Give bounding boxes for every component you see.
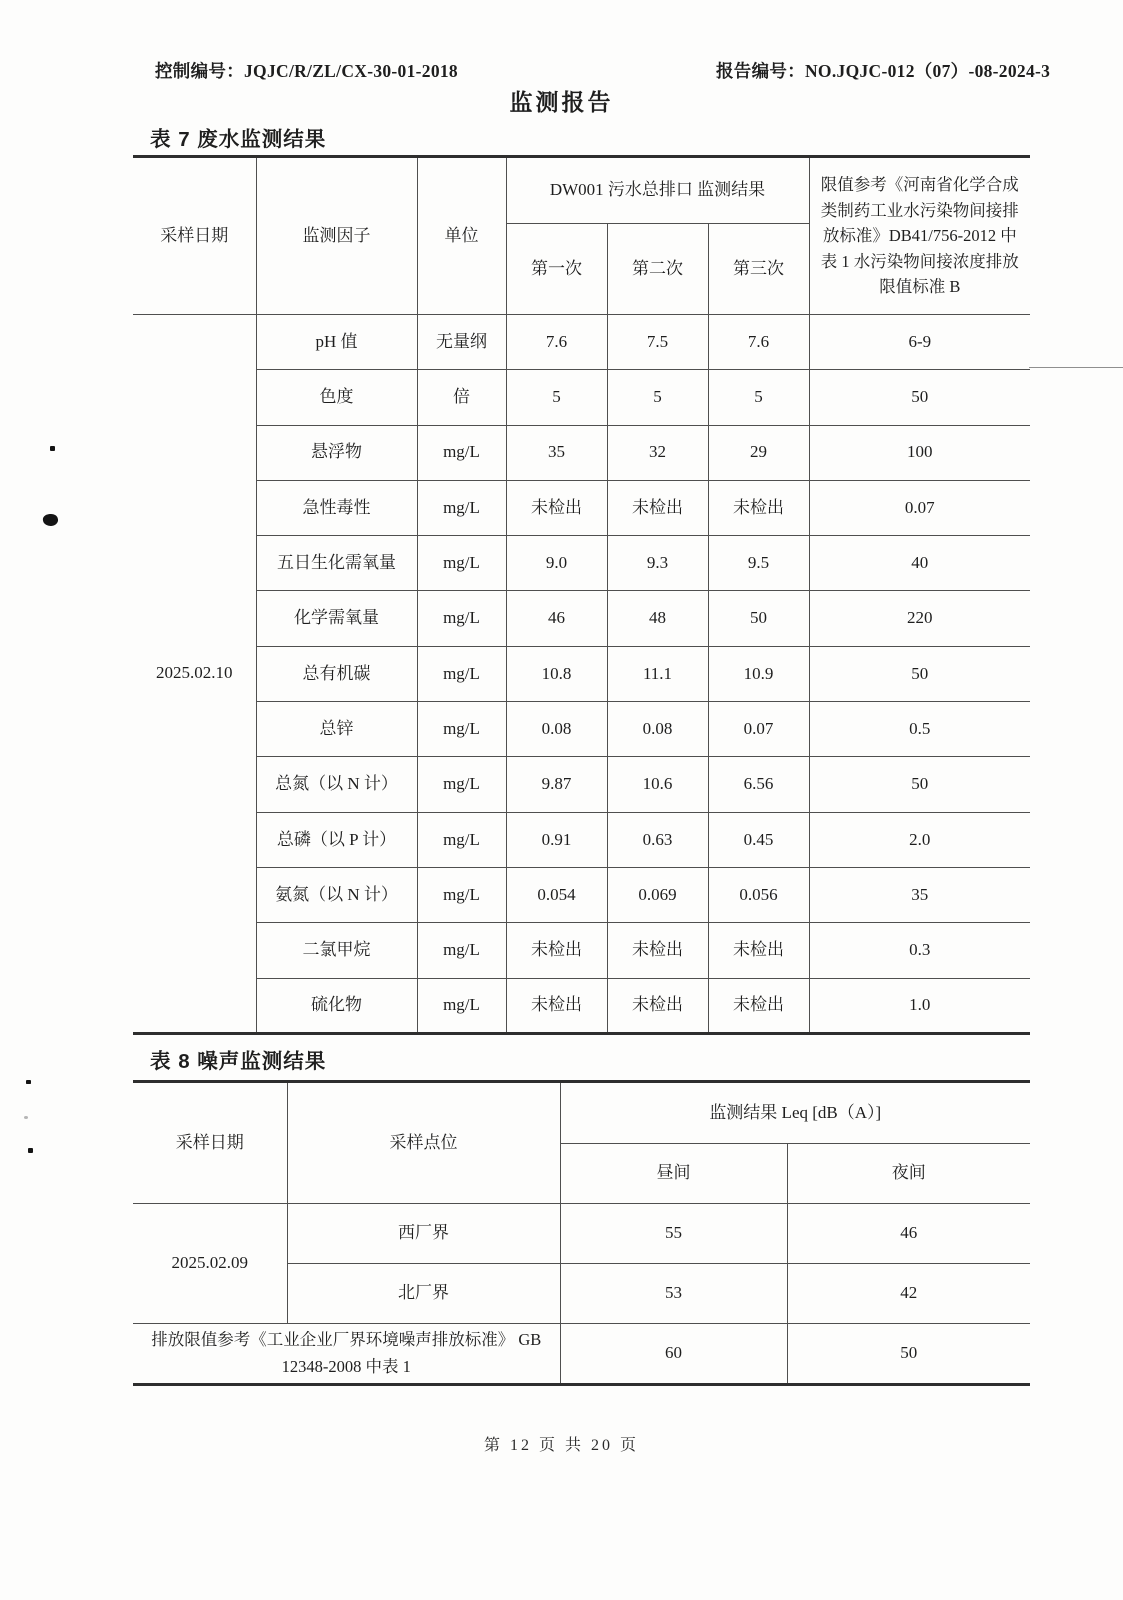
table-row (133, 978, 1030, 1033)
t7-header-second: 第二次 (607, 224, 708, 315)
t7-sample-date: 2025.02.10 (133, 315, 256, 1034)
cell-unit: mg/L (417, 646, 506, 701)
cell-point: 西厂界 (287, 1204, 560, 1264)
cell-factor: 总有机碳 (256, 646, 417, 701)
cell-r2: 0.069 (607, 867, 708, 922)
cell-unit: mg/L (417, 536, 506, 591)
scan-speck (50, 446, 55, 451)
scan-speck (24, 1116, 28, 1119)
table-row (133, 315, 1030, 370)
cell-r3: 50 (708, 591, 809, 646)
cell-factor: 总氮（以 N 计） (256, 757, 417, 812)
cell-limit: 0.5 (809, 702, 1030, 757)
cell-r3: 0.056 (708, 867, 809, 922)
cell-factor: 二氯甲烷 (256, 923, 417, 978)
t7-header-unit: 单位 (417, 157, 506, 315)
t8-sample-date: 2025.02.09 (133, 1204, 287, 1324)
cell-unit: mg/L (417, 480, 506, 535)
table-row (133, 591, 1030, 646)
table8-caption: 表 8 噪声监测结果 (150, 1050, 327, 1073)
cell-r3: 未检出 (708, 923, 809, 978)
cell-night: 42 (787, 1264, 1030, 1324)
cell-factor: pH 值 (256, 315, 417, 370)
cell-point: 北厂界 (287, 1264, 560, 1324)
cell-day: 53 (560, 1264, 787, 1324)
table-row (133, 536, 1030, 591)
cell-r3: 6.56 (708, 757, 809, 812)
cell-limit: 1.0 (809, 978, 1030, 1033)
t8-limit-reference: 排放限值参考《工业企业厂界环境噪声排放标准》 GB 12348-2008 中表 1 (133, 1324, 560, 1385)
t7-header-factor: 监测因子 (256, 157, 417, 315)
table-row (133, 1204, 1030, 1264)
cell-r3: 5 (708, 370, 809, 425)
cell-factor: 色度 (256, 370, 417, 425)
cell-r1: 5 (506, 370, 607, 425)
cell-night-limit: 50 (787, 1324, 1030, 1385)
cell-r2: 0.63 (607, 812, 708, 867)
scan-line-artifact (1029, 367, 1123, 368)
page-title: 监测报告 (509, 89, 614, 115)
table-row (133, 812, 1030, 867)
cell-r1: 7.6 (506, 315, 607, 370)
report-number: 报告编号：NO.JQJC-012（07）-08-2024-3 (716, 61, 1051, 81)
cell-r2: 未检出 (607, 480, 708, 535)
cell-r3: 未检出 (708, 978, 809, 1033)
cell-unit: mg/L (417, 923, 506, 978)
table-row (133, 702, 1030, 757)
cell-limit: 0.3 (809, 923, 1030, 978)
cell-limit: 0.07 (809, 480, 1030, 535)
cell-r2: 0.08 (607, 702, 708, 757)
table-row (133, 757, 1030, 812)
cell-r3: 0.07 (708, 702, 809, 757)
cell-limit: 6-9 (809, 315, 1030, 370)
scan-speck (42, 513, 59, 527)
cell-unit: mg/L (417, 702, 506, 757)
t8-header-day: 昼间 (560, 1144, 787, 1204)
cell-day-limit: 60 (560, 1324, 787, 1385)
cell-r1: 0.91 (506, 812, 607, 867)
cell-r3: 7.6 (708, 315, 809, 370)
control-number: 控制编号：JQJC/R/ZL/CX-30-01-2018 (155, 61, 458, 81)
cell-r3: 9.5 (708, 536, 809, 591)
cell-night: 46 (787, 1204, 1030, 1264)
cell-limit: 100 (809, 425, 1030, 480)
cell-r3: 10.9 (708, 646, 809, 701)
cell-limit: 40 (809, 536, 1030, 591)
cell-unit: mg/L (417, 867, 506, 922)
cell-r2: 9.3 (607, 536, 708, 591)
cell-r1: 未检出 (506, 923, 607, 978)
cell-limit: 50 (809, 757, 1030, 812)
cell-r2: 32 (607, 425, 708, 480)
cell-r1: 10.8 (506, 646, 607, 701)
cell-limit: 35 (809, 867, 1030, 922)
t7-header-third: 第三次 (708, 224, 809, 315)
t7-header-results-span: DW001 污水总排口 监测结果 (506, 157, 809, 224)
cell-unit: 无量纲 (417, 315, 506, 370)
cell-unit: mg/L (417, 591, 506, 646)
cell-r3: 未检出 (708, 480, 809, 535)
cell-r2: 5 (607, 370, 708, 425)
cell-r2: 7.5 (607, 315, 708, 370)
table-row (133, 425, 1030, 480)
cell-factor: 悬浮物 (256, 425, 417, 480)
cell-factor: 总磷（以 P 计） (256, 812, 417, 867)
wastewater-table (133, 155, 1030, 1035)
noise-table (133, 1080, 1030, 1386)
table-row (133, 370, 1030, 425)
page-number: 第 12 页 共 20 页 (483, 1437, 639, 1454)
cell-unit: mg/L (417, 812, 506, 867)
cell-r2: 10.6 (607, 757, 708, 812)
cell-day: 55 (560, 1204, 787, 1264)
t8-header-night: 夜间 (787, 1144, 1030, 1204)
cell-r1: 0.08 (506, 702, 607, 757)
scan-speck (28, 1148, 33, 1153)
cell-factor: 化学需氧量 (256, 591, 417, 646)
cell-unit: mg/L (417, 978, 506, 1033)
table7-caption: 表 7 废水监测结果 (150, 128, 327, 151)
t7-header-date: 采样日期 (133, 157, 256, 315)
t8-header-date: 采样日期 (133, 1082, 287, 1204)
cell-factor: 总锌 (256, 702, 417, 757)
cell-factor: 五日生化需氧量 (256, 536, 417, 591)
cell-r1: 35 (506, 425, 607, 480)
cell-r1: 9.0 (506, 536, 607, 591)
cell-r2: 48 (607, 591, 708, 646)
scan-speck (26, 1080, 31, 1084)
cell-unit: 倍 (417, 370, 506, 425)
cell-r3: 29 (708, 425, 809, 480)
cell-r2: 11.1 (607, 646, 708, 701)
cell-r2: 未检出 (607, 978, 708, 1033)
t7-header-first: 第一次 (506, 224, 607, 315)
table-row (133, 923, 1030, 978)
t8-header-result-span: 监测结果 Leq [dB（A）] (560, 1082, 1030, 1144)
table-row (133, 1324, 1030, 1385)
cell-r3: 0.45 (708, 812, 809, 867)
cell-r1: 未检出 (506, 480, 607, 535)
cell-limit: 220 (809, 591, 1030, 646)
table-row (133, 646, 1030, 701)
cell-r1: 0.054 (506, 867, 607, 922)
cell-limit: 50 (809, 646, 1030, 701)
cell-r2: 未检出 (607, 923, 708, 978)
cell-factor: 氨氮（以 N 计） (256, 867, 417, 922)
cell-r1: 46 (506, 591, 607, 646)
t7-header-limit: 限值参考《河南省化学合成类制药工业水污染物间接排放标准》DB41/756-2012 中表 1 水污染物间接浓度排放限值标准 B (809, 157, 1030, 315)
cell-unit: mg/L (417, 757, 506, 812)
cell-factor: 急性毒性 (256, 480, 417, 535)
cell-unit: mg/L (417, 425, 506, 480)
cell-limit: 2.0 (809, 812, 1030, 867)
t8-header-point: 采样点位 (287, 1082, 560, 1204)
cell-limit: 50 (809, 370, 1030, 425)
cell-factor: 硫化物 (256, 978, 417, 1033)
cell-r1: 未检出 (506, 978, 607, 1033)
cell-r1: 9.87 (506, 757, 607, 812)
table-row (133, 867, 1030, 922)
table-row (133, 480, 1030, 535)
